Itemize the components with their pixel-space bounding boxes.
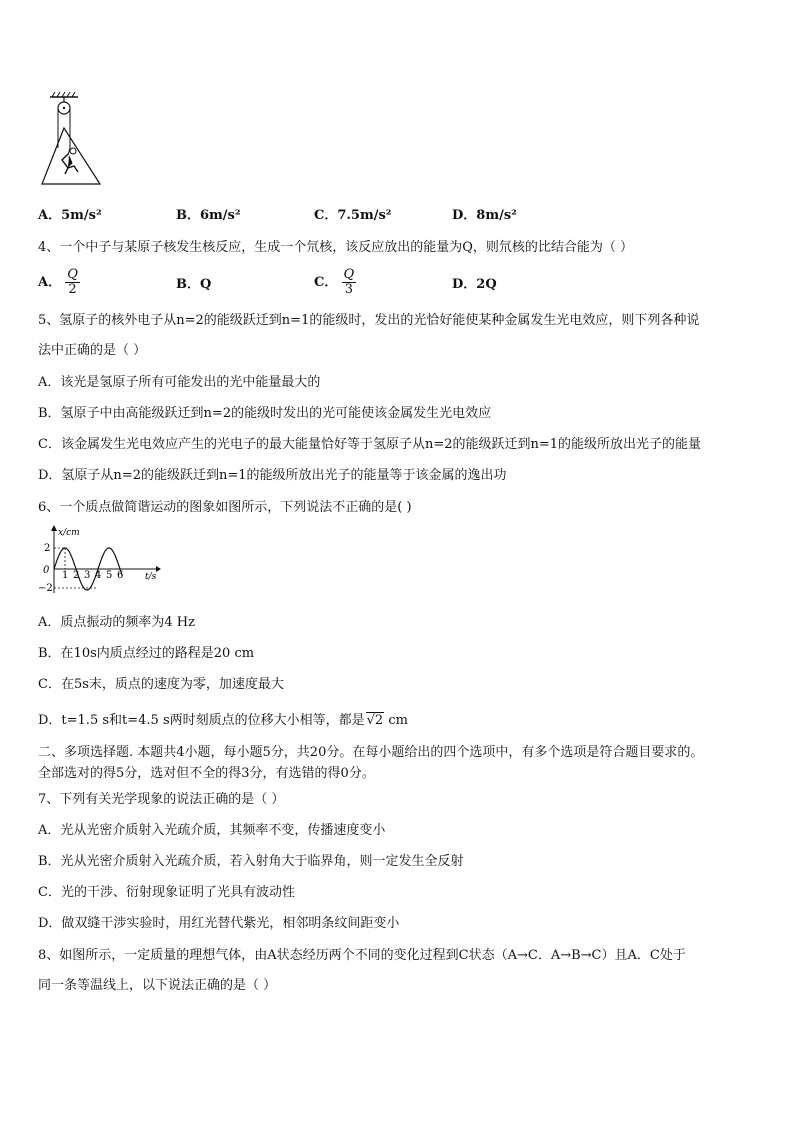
q4-option-b[interactable]: B．Q (176, 277, 212, 292)
q4-fraction-a: $\frac{Q}{2}$ (67, 267, 78, 297)
q3-option-d[interactable]: D．8m/s² (452, 208, 517, 223)
q5-option-d[interactable]: D．氢原子从n=2的能级跃迁到n=1的能级所放出光子的能量等于该金属的逸出功 (38, 468, 507, 483)
q6-stem: 6、一个质点做简谐运动的图象如图所示，下列说法不正确的是( ) (38, 500, 412, 515)
ceiling-support (50, 92, 78, 102)
q6-oscillation-graph (34, 523, 164, 599)
q4-option-c[interactable]: C． $\frac{Q}{3}$ (314, 267, 355, 297)
y-tick-neg2: −2 (38, 583, 53, 594)
q6-option-b[interactable]: B．在10s内质点经过的路程是20 cm (38, 646, 255, 661)
triangular-frame (42, 128, 100, 184)
x-tick-5: 5 (106, 570, 113, 581)
q6-option-a[interactable]: A．质点振动的频率为4 Hz (38, 615, 195, 630)
q6-option-d[interactable]: D．t=1.5 s和t=4.5 s两时刻质点的位移大小相等，都是 √2 cm (38, 713, 408, 728)
x-tick-1: 1 (62, 570, 69, 581)
q7-option-d[interactable]: D．做双缝干涉实验时，用红光替代紫光，相邻明条纹间距变小 (38, 916, 400, 931)
x-tick-3: 3 (84, 570, 91, 581)
q7-option-c[interactable]: C．光的干涉、衍射现象证明了光具有波动性 (38, 885, 295, 900)
q6-option-c[interactable]: C．在5s末，质点的速度为零，加速度最大 (38, 677, 284, 692)
q3-option-a[interactable]: A．5m/s² (38, 208, 102, 223)
x-tick-4: 4 (95, 570, 102, 581)
x-tick-2: 2 (73, 570, 80, 581)
t-axis-label: t/s (145, 572, 157, 582)
q5-option-a[interactable]: A．该光是氢原子所有可能发出的光中能量最大的 (38, 375, 321, 390)
q4-option-d[interactable]: D．2Q (452, 277, 497, 292)
x-axis-label: x/cm (58, 528, 80, 538)
q5-option-c[interactable]: C．该金属发生光电效应产生的光电子的最大能量恰好等于氢原子从n=2的能级跃迁到n=1的能级所放出光子的能量 (38, 437, 702, 452)
q5-option-b[interactable]: B．氢原子中由高能级跃迁到n=2的能级时发出的光可能使该金属发生光电效应 (38, 406, 492, 421)
q5-stem-line-1: 5、氢原子的核外电子从n=2的能级跃迁到n=1的能级时，发出的光恰好能使某种金属发生光电效应，则下列各种说 (38, 313, 700, 328)
q5-stem-line-2: 法中正确的是（ ） (38, 343, 147, 358)
y-tick-2: 2 (44, 543, 51, 554)
q7-option-b[interactable]: B．光从光密介质射入光疏介质，若入射角大于临界角，则一定发生全反射 (38, 854, 464, 869)
pulley-figure (38, 88, 110, 188)
sqrt-symbol: √2 (366, 713, 384, 728)
y-tick-0: 0 (43, 565, 50, 576)
q7-option-a[interactable]: A．光从光密介质射入光疏介质，其频率不变，传播速度变小 (38, 823, 386, 838)
section2-heading-line-1: 二、多项选择题. 本题共4小题，每小题5分，共20分。在每小题给出的四个选项中，有多个选项是符合题目要求的。 (38, 745, 704, 760)
person-figure (62, 148, 78, 174)
q7-stem: 7、下列有关光学现象的说法正确的是（ ） (38, 792, 285, 807)
q4-stem: 4、一个中子与某原子核发生核反应，生成一个氘核，该反应放出的能量为Q，则氘核的比结合能为（ ） (38, 240, 634, 255)
q8-stem-line-2: 同一条等温线上，以下说法正确的是（ ） (38, 978, 277, 993)
section2-heading-line-2: 全部选对的得5分，选对但不全的得3分，有选错的得0分。 (38, 766, 375, 781)
q3-option-b[interactable]: B．6m/s² (176, 208, 241, 223)
q4-option-a[interactable]: A． $\frac{Q}{2}$ (38, 267, 78, 297)
x-tick-6: 6 (117, 570, 124, 581)
q3-option-c[interactable]: C．7.5m/s² (314, 208, 392, 223)
q4-fraction-c: $\frac{Q}{3}$ (343, 267, 355, 297)
q8-stem-line-1: 8、如图所示，一定质量的理想气体，由A状态经历两个不同的变化过程到C状态（A→C．A→B→C）且A．C处于 (38, 948, 686, 963)
